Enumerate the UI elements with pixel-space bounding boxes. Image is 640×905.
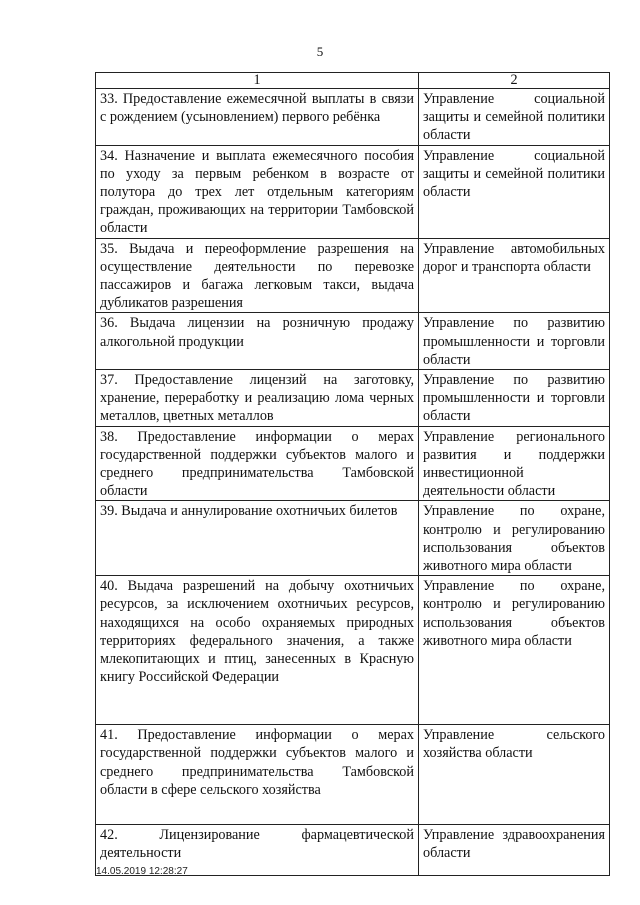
column-header-2: 2 [419, 73, 610, 89]
agency-cell: Управление по развитию промышленности и торговли области [419, 370, 610, 427]
agency-cell: Управление автомобильных дорог и транспорта области [419, 238, 610, 313]
service-cell: 40. Выдача разрешений на добычу охотничьих ресурсов, за исключением охотничьих ресурсов, находящихся на особо охраняемых природных территориях федерального значения, а также млекопитающих и птиц, занесенных в Красную книгу Российской Федерации [96, 576, 419, 725]
service-cell: 42. Лицензирование фармацевтической деятельности [96, 825, 419, 876]
service-cell: 39. Выдача и аннулирование охотничьих билетов [96, 501, 419, 576]
service-cell: 33. Предоставление ежемесячной выплаты в связи с рождением (усыновлением) первого ребёнка [96, 89, 419, 146]
service-cell: 37. Предоставление лицензий на заготовку, хранение, переработку и реализацию лома черных металлов, цветных металлов [96, 370, 419, 427]
table-row [96, 313, 610, 370]
table-row [96, 576, 610, 725]
agency-cell: Управление социальной защиты и семейной политики области [419, 145, 610, 238]
column-header-1: 1 [96, 73, 419, 89]
table-row [96, 89, 610, 146]
service-cell: 38. Предоставление информации о мерах государственной поддержки субъектов малого и среднего предпринимательства Тамбовской области [96, 426, 419, 501]
service-cell: 36. Выдача лицензии на розничную продажу алкогольной продукции [96, 313, 419, 370]
table-row [96, 145, 610, 238]
agency-cell: Управление регионального развития и поддержки инвестиционной деятельности области [419, 426, 610, 501]
table-row [96, 238, 610, 313]
print-timestamp: 14.05.2019 12:28:27 [96, 866, 188, 877]
agency-cell: Управление сельского хозяйства области [419, 725, 610, 825]
agency-cell: Управление здравоохранения области [419, 825, 610, 876]
agency-cell: Управление социальной защиты и семейной политики области [419, 89, 610, 146]
service-cell: 34. Назначение и выплата ежемесячного пособия по уходу за первым ребенком в возрасте от полутора до трех лет отдельным категориям граждан, проживающих на территории Тамбовской области [96, 145, 419, 238]
table-row [96, 501, 610, 576]
page-number: 5 [316, 44, 324, 59]
agency-cell: Управление по охране, контролю и регулированию использования объектов животного мира области [419, 576, 610, 725]
table-row [96, 725, 610, 825]
header-row [96, 73, 610, 89]
agency-cell: Управление по охране, контролю и регулированию использования объектов животного мира области [419, 501, 610, 576]
service-cell: 35. Выдача и переоформление разрешения на осуществление деятельности по перевозке пассажиров и багажа легковым такси, выдача дубликатов разрешения [96, 238, 419, 313]
service-cell: 41. Предоставление информации о мерах государственной поддержки субъектов малого и среднего предпринимательства Тамбовской области в сфере сельского хозяйства [96, 725, 419, 825]
table-row [96, 370, 610, 427]
table-row [96, 426, 610, 501]
services-table [95, 72, 610, 876]
agency-cell: Управление по развитию промышленности и торговли области [419, 313, 610, 370]
